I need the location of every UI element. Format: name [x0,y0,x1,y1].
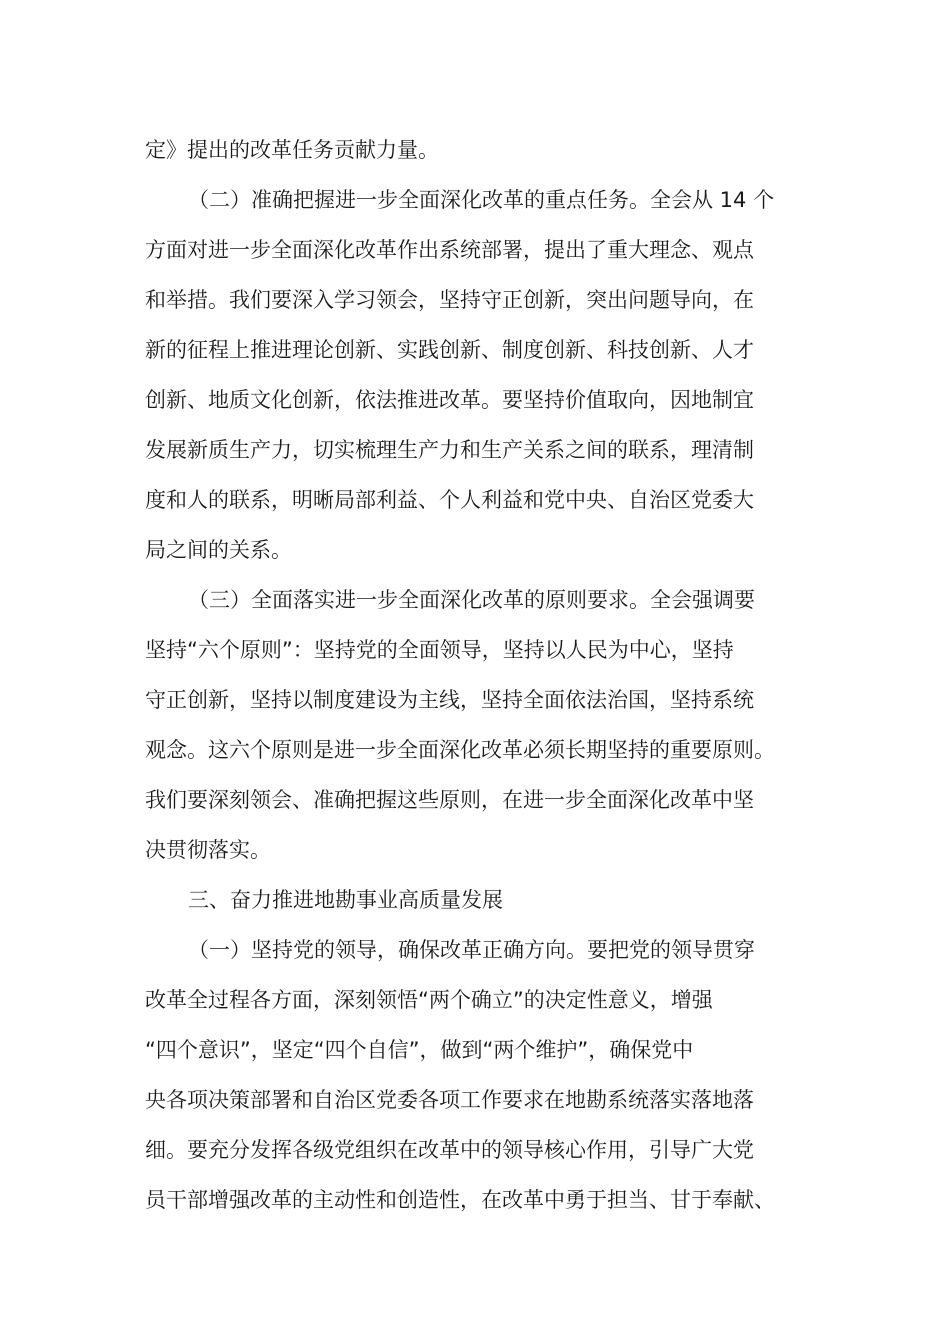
section-heading: 三、奋力推进地勘事业高质量发展 [188,888,503,912]
paragraph-heading-1: （一）坚持党的领导，确保改革正确方向。要把党的领导贯穿 [188,938,755,962]
text-line: 守正创新，坚持以制度建设为主线，坚持全面依法治国，坚持系统 [145,688,754,712]
text-line: 发展新质生产力，切实梳理生产力和生产关系之间的联系，理清制 [145,438,754,462]
text-line: 决贯彻落实。 [145,838,271,862]
text-line: 细。要充分发挥各级党组织在改革中的领导核心作用，引导广大党 [145,1138,754,1162]
text-line: 改革全过程各方面，深刻领悟“两个确立”的决定性意义，增强 [145,988,713,1012]
text-line: 方面对进一步全面深化改革作出系统部署，提出了重大理念、观点 [145,238,754,262]
text-line: 定》提出的改革任务贡献力量。 [145,138,439,162]
text-line: “四个意识”，坚定“四个自信”，做到“两个维护”，确保党中 [145,1038,694,1062]
text-line: 局之间的关系。 [145,538,292,562]
paragraph-heading-2: （二）准确把握进一步全面深化改革的重点任务。全会从 14 个 [188,188,775,212]
text-line: 和举措。我们要深入学习领会，坚持守正创新，突出问题导向，在 [145,288,754,312]
text-line: 员干部增强改革的主动性和创造性，在改革中勇于担当、甘于奉献、 [145,1188,775,1212]
text-line: 观念。这六个原则是进一步全面深化改革必须长期坚持的重要原则。 [145,738,775,762]
text-line: 度和人的联系，明晰局部利益、个人利益和党中央、自治区党委大 [145,488,754,512]
text-line: 我们要深刻领会、准确把握这些原则，在进一步全面深化改革中坚 [145,788,754,812]
text-line: 坚持“六个原则”：坚持党的全面领导，坚持以人民为中心，坚持 [145,638,734,662]
paragraph-heading-3: （三）全面落实进一步全面深化改革的原则要求。全会强调要 [188,588,755,612]
text-line: 新的征程上推进理论创新、实践创新、制度创新、科技创新、人才 [145,338,754,362]
text-line: 央各项决策部署和自治区党委各项工作要求在地勘系统落实落地落 [145,1088,754,1112]
text-line: 创新、地质文化创新，依法推进改革。要坚持价值取向，因地制宜 [145,388,754,412]
